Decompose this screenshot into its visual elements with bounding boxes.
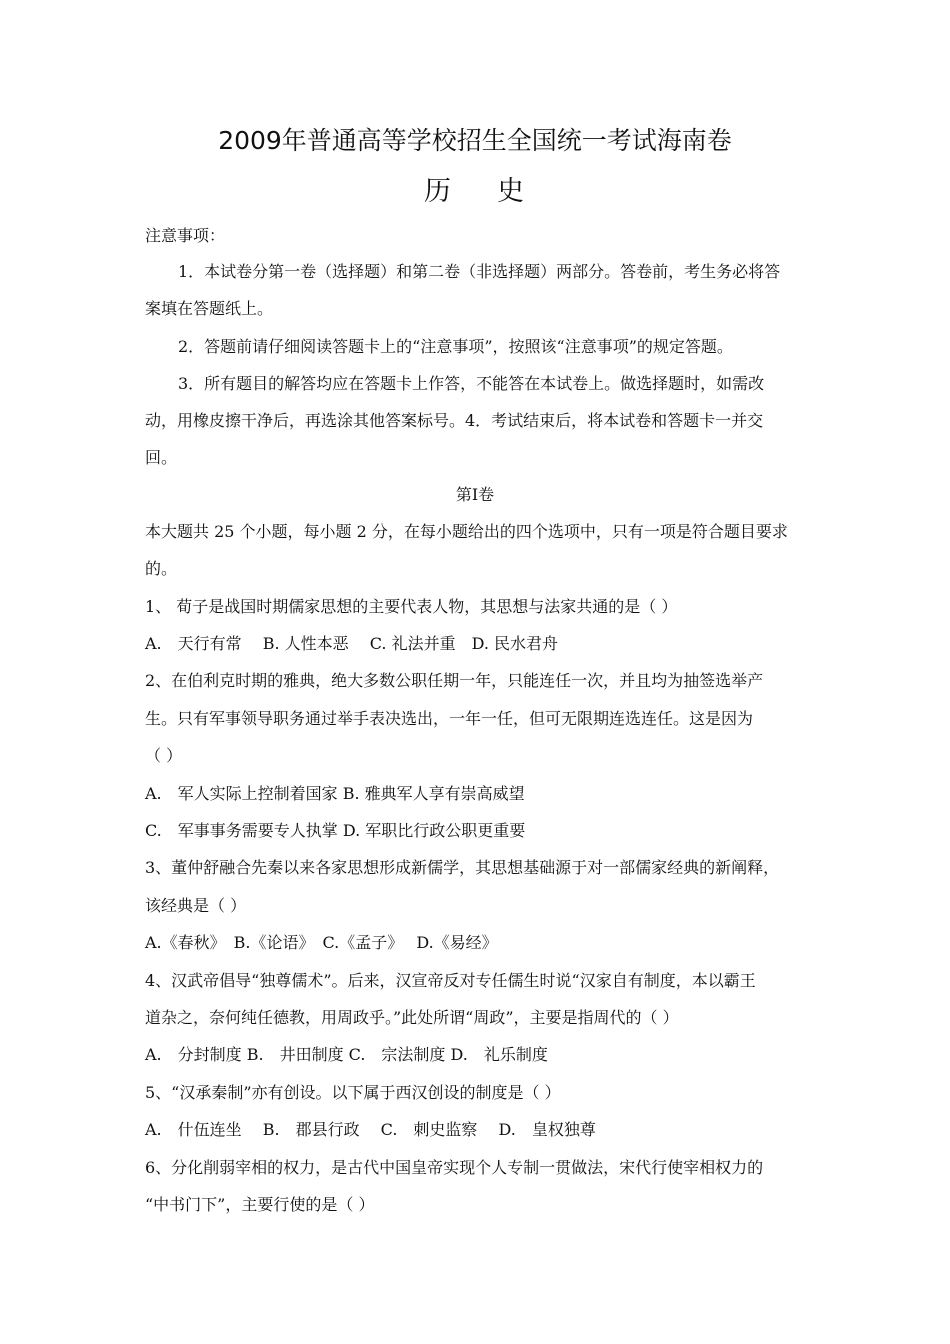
- question-1-options: A. 天行有常 B. 人性本恶 C. 礼法并重 D. 民水君舟: [145, 634, 559, 653]
- question-2-stem-line-1: 2、在伯利克时期的雅典，绝大多数公职任期一年，只能连任一次，并且均为抽签选举产: [145, 671, 764, 690]
- question-2-stem-line-3: （ ）: [145, 746, 183, 765]
- question-1-stem: 1、 荀子是战国时期儒家思想的主要代表人物，其思想与法家共通的是（ ）: [145, 597, 678, 616]
- question-5-options: A. 什伍连坐 B. 郡县行政 C. 刺史监察 D. 皇权独尊: [145, 1120, 596, 1139]
- notice-item-3-line-1: 3．所有题目的解答均应在答题卡上作答，不能答在本试卷上。做选择题时，如需改: [178, 374, 765, 393]
- question-2-options-line-2: C. 军事事务需要专人执掌 D. 军职比行政公职更重要: [145, 821, 526, 840]
- section-intro-line-2: 的。: [145, 559, 178, 578]
- subject-char-1: 历: [424, 176, 453, 207]
- question-3-stem-line-2: 该经典是（ ）: [145, 896, 247, 915]
- notice-item-1-line-1: 1．本试卷分第一卷（选择题）和第二卷（非选择题）两部分。答卷前，考生务必将答: [178, 262, 781, 281]
- notice-item-2: 2．答题前请仔细阅读答题卡上的“注意事项”，按照该“注意事项”的规定答题。: [178, 337, 733, 356]
- notice-item-3-line-2: 动，用橡皮擦干净后，再选涂其他答案标号。4．考试结束后，将本试卷和答题卡一并交: [145, 411, 764, 430]
- question-6-stem-line-1: 6、分化削弱宰相的权力，是古代中国皇帝实现个人专制一贯做法，宋代行使宰相权力的: [145, 1158, 764, 1177]
- question-3-options: A.《春秋》 B.《论语》 C.《孟子》 D.《易经》: [145, 933, 498, 952]
- subject-char-2: 史: [497, 176, 526, 207]
- notice-heading: 注意事项：: [145, 226, 226, 245]
- question-4-stem-line-2: 道杂之，奈何纯任德教，用周政乎。”此处所谓“周政”，主要是指周代的（ ）: [145, 1008, 679, 1027]
- exam-title: 2009年普通高等学校招生全国统一考试海南卷: [218, 126, 732, 155]
- section-intro-line-1: 本大题共 25 个小题，每小题 2 分，在每小题给出的四个选项中，只有一项是符合题目要求: [145, 522, 788, 541]
- question-4-options: A. 分封制度 B. 井田制度 C. 宗法制度 D. 礼乐制度: [145, 1045, 548, 1064]
- notice-item-1-line-2: 案填在答题纸上。: [145, 299, 274, 318]
- question-4-stem-line-1: 4、汉武帝倡导“独尊儒术”。后来，汉宣帝反对专任儒生时说“汉家自有制度，本以霸王: [145, 971, 756, 990]
- question-3-stem-line-1: 3、董仲舒融合先秦以来各家思想形成新儒学，其思想基础源于对一部儒家经典的新阐释，: [145, 858, 780, 877]
- question-6-stem-line-2: “中书门下”，主要行使的是（ ）: [145, 1195, 375, 1214]
- question-5-stem: 5、“汉承秦制”亦有创设。以下属于西汉创设的制度是（ ）: [145, 1083, 561, 1102]
- section-heading: 第Ⅰ卷: [455, 485, 495, 504]
- subject-heading: [0, 176, 950, 208]
- notice-item-3-line-3: 回。: [145, 448, 178, 467]
- question-2-stem-line-2: 生。只有军事领导职务通过举手表决选出，一年一任，但可无限期连选连任。这是因为: [145, 709, 754, 728]
- question-2-options-line-1: A. 军人实际上控制着国家 B. 雅典军人享有崇高威望: [145, 784, 525, 803]
